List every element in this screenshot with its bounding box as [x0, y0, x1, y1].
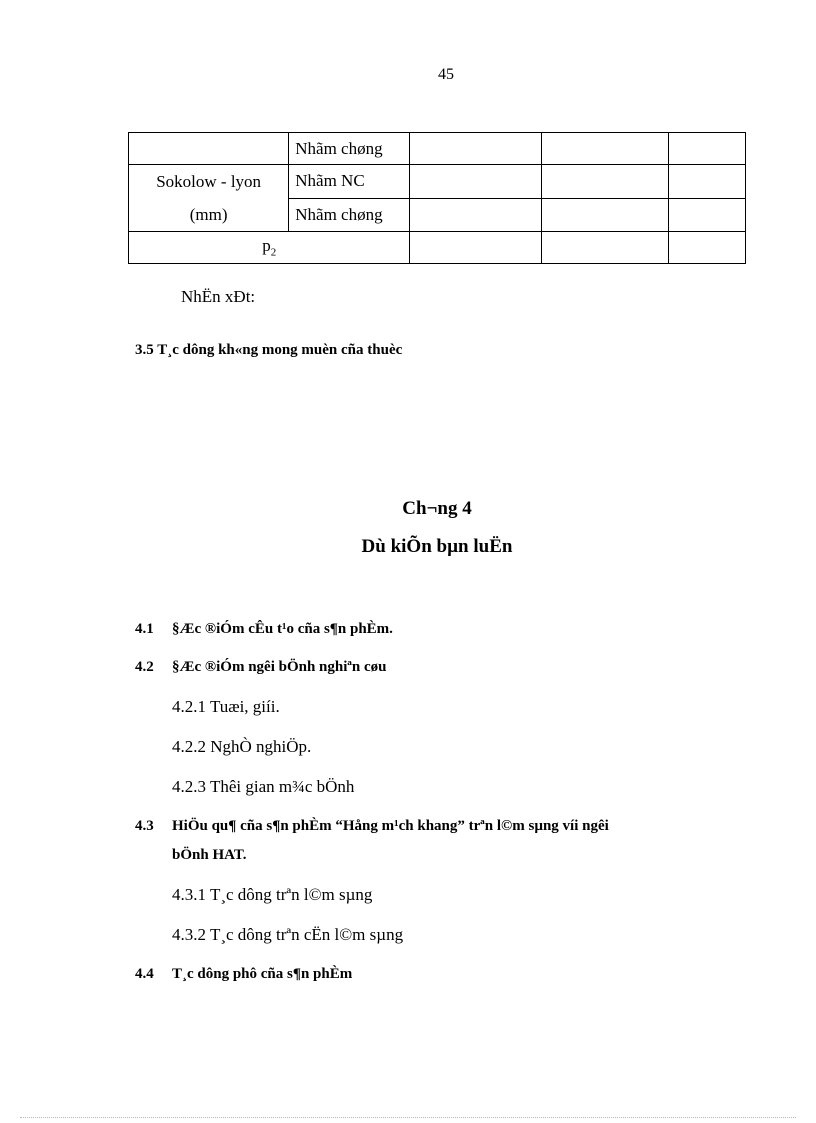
toc-number: 4.2 — [135, 659, 154, 675]
toc-subitem — [172, 697, 280, 717]
group-label: Nhãm chøng — [289, 133, 410, 165]
toc-number: 4.2.2 — [172, 737, 206, 756]
toc-item — [135, 812, 735, 870]
toc-text: NghÒ nghiÖp. — [210, 737, 312, 756]
table-cell — [410, 198, 541, 232]
toc-subitem — [172, 737, 311, 757]
toc-number: 4.4 — [135, 966, 154, 982]
table-row — [129, 165, 746, 199]
measure-name: Sokolow - lyon — [156, 172, 262, 191]
remark-label: NhËn xÐt: — [181, 287, 256, 306]
table-cell — [668, 198, 745, 232]
table-cell — [668, 133, 745, 165]
toc-subitem — [172, 925, 403, 945]
page-bottom-rule — [20, 1117, 796, 1118]
chapter-title: Dù kiÕn bµn luËn — [361, 536, 513, 557]
toc-item — [135, 615, 735, 644]
table-cell — [541, 198, 668, 232]
toc-number: 4.2.1 — [172, 697, 206, 716]
toc-text: §Æc ®iÓm cÊu t¹o cña s¶n phÈm. — [172, 621, 393, 637]
toc-text: T¸c dông trªn cËn l©m sµng — [209, 925, 404, 944]
page-number: 45 — [438, 66, 454, 83]
table-cell — [541, 232, 668, 264]
table-row — [129, 232, 746, 264]
group-label: Nhãm NC — [289, 165, 410, 199]
toc-item — [135, 960, 735, 989]
toc-item — [135, 653, 735, 682]
toc-text: §Æc ®iÓm ngêi bÖnh nghiªn cøu — [172, 659, 387, 675]
toc-number: 4.3.1 — [172, 885, 206, 904]
measure-unit: (mm) — [189, 205, 228, 224]
table-cell — [668, 232, 745, 264]
table-cell — [410, 133, 541, 165]
chapter-number: Ch¬ng 4 — [402, 498, 472, 519]
table-cell — [410, 165, 541, 199]
toc-number: 4.2.3 — [172, 777, 206, 796]
toc-text: T¸c dông trªn l©m sµng — [209, 885, 373, 904]
toc-subitem — [172, 777, 354, 797]
results-table — [128, 132, 746, 264]
table-cell — [410, 232, 541, 264]
p-value-label: $p_2$ — [129, 232, 410, 264]
section-heading: 3.5 T¸c dông kh«ng mong muèn cña thuèc — [135, 342, 403, 358]
table-cell — [541, 133, 668, 165]
measure-label-cell — [129, 165, 289, 232]
toc-number: 4.1 — [135, 621, 154, 637]
table-cell — [129, 133, 289, 165]
toc-text: T¸c dông phô cña s¶n phÈm — [172, 966, 353, 982]
group-label: Nhãm chøng — [289, 198, 410, 232]
toc-text-continued: bÖnh HAT. — [172, 847, 247, 863]
toc-text: HiÖu qu¶ cña s¶n phÈm “Hång m¹ch khang” trªn l©m sµng víi ngêi — [172, 818, 609, 834]
toc-text: Thêi gian m¾c bÖnh — [209, 777, 355, 796]
toc-subitem — [172, 885, 372, 905]
table-row — [129, 133, 746, 165]
toc-number: 4.3.2 — [172, 925, 206, 944]
toc-number: 4.3 — [135, 818, 154, 834]
table-cell — [541, 165, 668, 199]
table-cell — [668, 165, 745, 199]
toc-text: Tuæi, giíi. — [209, 697, 280, 716]
